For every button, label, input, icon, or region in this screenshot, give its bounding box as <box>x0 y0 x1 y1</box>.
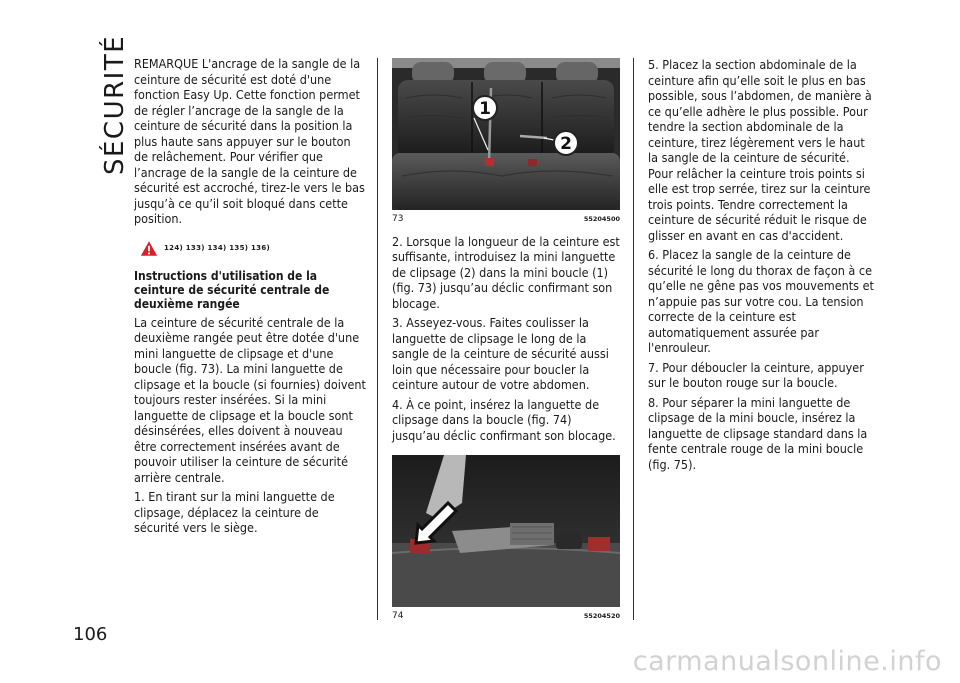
figure-code: 55204500 <box>583 215 620 223</box>
column-2 <box>392 58 622 631</box>
callout-2: 2 <box>560 134 572 154</box>
column-1 <box>134 56 366 540</box>
step-5: 5. Placez la section abdominale de la ceinture afin qu’elle soit le plus en bas possible, sous l’abdomen, de manière à ce qu’elle adhère le plus possible. Pour tendre la section abdominale de la ceinture, tirez légèrement vers le haut la sangle de la ceinture de sécurité. Pour relâcher la ceinture trois points si elle est trop serrée, tirez sur la ceinture trois points. Tendre correctement la ceinture de sécurité réduit le risque de glisser en avant en cas d'accident. <box>648 57 872 243</box>
seatbelt-buckle-photo <box>392 455 620 607</box>
column-divider <box>377 58 378 620</box>
warning-triangle-icon <box>140 240 158 257</box>
callout-1: 1 <box>479 99 491 119</box>
step-7: 7. Pour déboucler la ceinture, appuyer sur le bouton rouge sur la boucle. <box>648 359 864 390</box>
figure-73 <box>392 58 620 228</box>
column-divider <box>633 58 634 620</box>
warning-refs-text: 124) 133) 134) 135) 136) <box>164 243 271 252</box>
page-number: 106 <box>73 624 108 645</box>
figure-code: 55204520 <box>583 612 620 620</box>
step-3: 3. Asseyez-vous. Faites coulisser la languette de clipsage le long de la sangle de la ceinture de sécurité aussi loin que nécessaire pour boucler la ceinture autour de votre abdomen. <box>392 315 609 392</box>
remark-paragraph: REMARQUE L'ancrage de la sangle de la ceinture de sécurité est doté d'une fonction Easy Up. Cette fonction permet de régler l’ancrage de la sangle de la ceinture de sécurité dans la position la plus haute sans appuyer sur le bouton de relâchement. Pour vérifier que l’ancrage de la sangle de la ceinture de sécurité est accroché, tirez-le vers le bas jusqu’à ce qu’il soit bloqué dans cette position. <box>134 56 365 226</box>
warning-references <box>140 239 366 259</box>
step-1: 1. En tirant sur la mini languette de clipsage, déplacez la ceinture de sécurité vers le siège. <box>134 489 335 535</box>
figure-74 <box>392 455 620 625</box>
step-6: 6. Placez la sangle de la ceinture de sécurité le long du thorax de façon à ce qu’elle ne gêne pas vos mouvements et n’appuie pas sur votre cou. La tension correcte de la ceinture est automatiquement assurée par l'enrouleur. <box>648 247 874 355</box>
column-3 <box>648 57 876 476</box>
figure-number: 73 <box>392 214 404 224</box>
figure-number: 74 <box>392 611 404 621</box>
figure-74-caption <box>392 609 620 625</box>
watermark: carmanualsonline.info <box>632 646 942 677</box>
step-8: 8. Pour séparer la mini languette de clipsage de la mini boucle, insérez la languette de clipsage standard dans la fente centrale rouge de la mini boucle (fig. 75). <box>648 394 868 472</box>
section-title: SÉCURITÉ <box>100 34 130 175</box>
step-4: 4. À ce point, insérez la languette de clipsage dans la boucle (fig. 74) jusqu’au déclic confirmant son blocage. <box>392 396 616 443</box>
section-heading: Instructions d'utilisation de la ceinture de sécurité centrale de deuxième rangée <box>134 268 330 311</box>
figure-73-caption <box>392 212 620 228</box>
intro-paragraph: La ceinture de sécurité centrale de la deuxième rangée peut être dotée d'une mini languette de clipsage et d'une boucle (fig. 73). La mini languette de clipsage et la boucle (si fournies) doivent toujours rester insérées. Si la mini languette de clipsage et la boucle sont désinsérées, elles doivent à nouveau être correctement insérées avant de pouvoir utiliser la ceinture de sécurité arrière centrale. <box>134 314 366 485</box>
step-2: 2. Lorsque la longueur de la ceinture est suffisante, introduisez la mini languette de clipsage (2) dans la mini boucle (1) (fig. 73) jusqu’au déclic confirmant son blocage. <box>392 233 620 311</box>
rear-seat-photo <box>392 58 620 210</box>
